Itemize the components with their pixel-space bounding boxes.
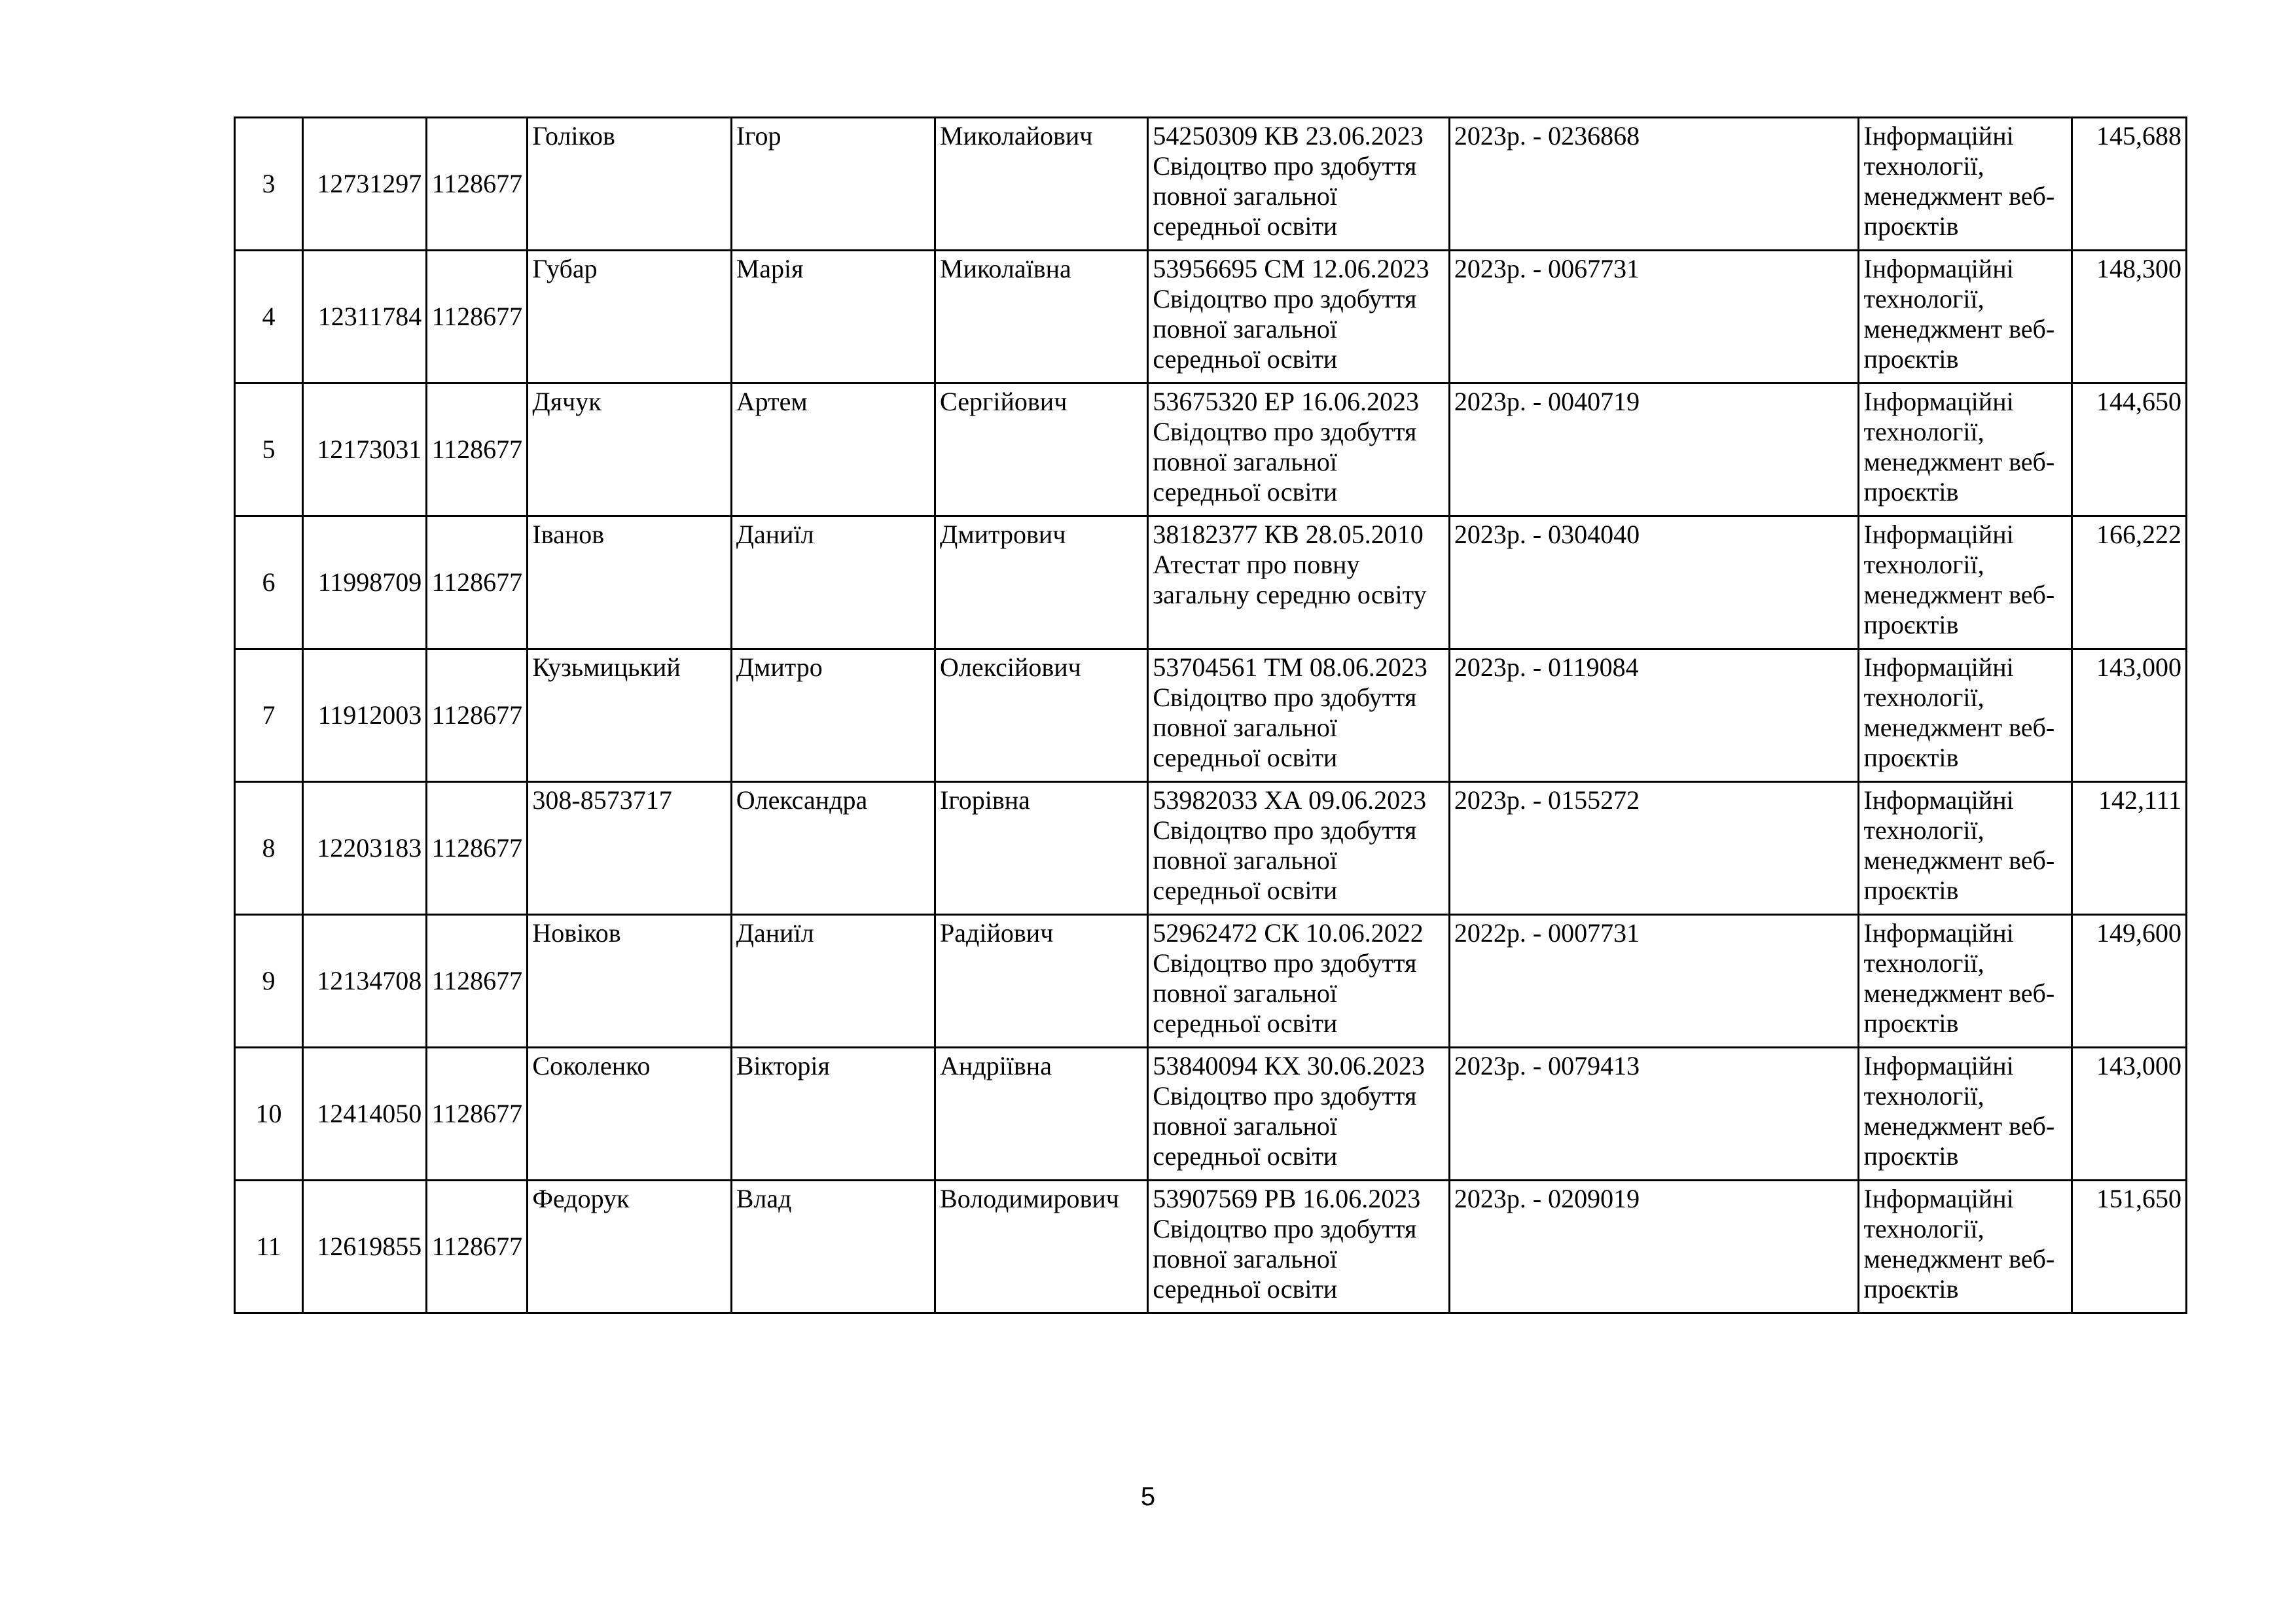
study-program: Інформаційні технології, менеджмент веб-проєктів (1859, 1181, 2072, 1313)
patronymic: Володимирович (935, 1181, 1148, 1313)
patronymic: Сергійович (935, 383, 1148, 516)
education-document: 53956695 СМ 12.06.2023 Свідоцтво про здобуття повної загальної середньої освіти (1148, 251, 1449, 383)
education-document: 53907569 РВ 16.06.2023 Свідоцтво про здобуття повної загальної середньої освіти (1148, 1181, 1449, 1313)
last-name: Соколенко (528, 1048, 731, 1181)
competitive-score: 143,000 (2072, 1048, 2186, 1181)
study-program: Інформаційні технології, менеджмент веб-проєктів (1859, 1048, 2072, 1181)
applicant-id: 12619855 (303, 1181, 427, 1313)
first-name: Артем (731, 383, 935, 516)
program-code: 1128677 (427, 915, 528, 1048)
applicant-id: 11998709 (303, 516, 427, 649)
last-name: Новіков (528, 915, 731, 1048)
program-code: 1128677 (427, 649, 528, 782)
last-name: Іванов (528, 516, 731, 649)
first-name: Олександра (731, 782, 935, 915)
applicant-id: 12311784 (303, 251, 427, 383)
table-row (235, 915, 2187, 1048)
certificate-number: 2022р. - 0007731 (1449, 915, 1859, 1048)
first-name: Ігор (731, 118, 935, 251)
certificate-number: 2023р. - 0119084 (1449, 649, 1859, 782)
program-code: 1128677 (427, 782, 528, 915)
program-code: 1128677 (427, 516, 528, 649)
education-document: 53840094 КХ 30.06.2023 Свідоцтво про здобуття повної загальної середньої освіти (1148, 1048, 1449, 1181)
competitive-score: 142,111 (2072, 782, 2186, 915)
patronymic: Радійович (935, 915, 1148, 1048)
table-row (235, 383, 2187, 516)
first-name: Вікторія (731, 1048, 935, 1181)
page-number: 5 (1140, 1482, 1156, 1511)
patronymic: Ігорівна (935, 782, 1148, 915)
last-name: Голіков (528, 118, 731, 251)
applicant-id: 11912003 (303, 649, 427, 782)
row-number: 8 (235, 782, 303, 915)
competitive-score: 144,650 (2072, 383, 2186, 516)
patronymic: Дмитрович (935, 516, 1148, 649)
last-name: 308-8573717 (528, 782, 731, 915)
certificate-number: 2023р. - 0067731 (1449, 251, 1859, 383)
competitive-score: 143,000 (2072, 649, 2186, 782)
applicant-id: 12173031 (303, 383, 427, 516)
table-row (235, 649, 2187, 782)
program-code: 1128677 (427, 118, 528, 251)
applicant-id: 12731297 (303, 118, 427, 251)
education-document: 52962472 СК 10.06.2022 Свідоцтво про здобуття повної загальної середньої освіти (1148, 915, 1449, 1048)
study-program: Інформаційні технології, менеджмент веб-проєктів (1859, 118, 2072, 251)
competitive-score: 145,688 (2072, 118, 2186, 251)
table-row (235, 1181, 2187, 1313)
program-code: 1128677 (427, 1048, 528, 1181)
first-name: Даниїл (731, 516, 935, 649)
education-document: 38182377 КВ 28.05.2010 Атестат про повну загальну середню освіту (1148, 516, 1449, 649)
study-program: Інформаційні технології, менеджмент веб-проєктів (1859, 915, 2072, 1048)
education-document: 53704561 ТМ 08.06.2023 Свідоцтво про здобуття повної загальної середньої освіти (1148, 649, 1449, 782)
competitive-score: 166,222 (2072, 516, 2186, 649)
row-number: 11 (235, 1181, 303, 1313)
table-row (235, 782, 2187, 915)
education-document: 54250309 КВ 23.06.2023 Свідоцтво про здобуття повної загальної середньої освіти (1148, 118, 1449, 251)
applicant-id: 12134708 (303, 915, 427, 1048)
certificate-number: 2023р. - 0209019 (1449, 1181, 1859, 1313)
program-code: 1128677 (427, 1181, 528, 1313)
program-code: 1128677 (427, 251, 528, 383)
row-number: 5 (235, 383, 303, 516)
first-name: Дмитро (731, 649, 935, 782)
certificate-number: 2023р. - 0079413 (1449, 1048, 1859, 1181)
certificate-number: 2023р. - 0304040 (1449, 516, 1859, 649)
table-row (235, 251, 2187, 383)
table-row (235, 516, 2187, 649)
study-program: Інформаційні технології, менеджмент веб-проєктів (1859, 251, 2072, 383)
patronymic: Андріївна (935, 1048, 1148, 1181)
study-program: Інформаційні технології, менеджмент веб-проєктів (1859, 649, 2072, 782)
last-name: Федорук (528, 1181, 731, 1313)
table-row (235, 118, 2187, 251)
program-code: 1128677 (427, 383, 528, 516)
education-document: 53982033 ХА 09.06.2023 Свідоцтво про здобуття повної загальної середньої освіти (1148, 782, 1449, 915)
applicant-id: 12414050 (303, 1048, 427, 1181)
patronymic: Олексійович (935, 649, 1148, 782)
row-number: 4 (235, 251, 303, 383)
row-number: 6 (235, 516, 303, 649)
first-name: Марія (731, 251, 935, 383)
last-name: Дячук (528, 383, 731, 516)
competitive-score: 151,650 (2072, 1181, 2186, 1313)
patronymic: Миколайович (935, 118, 1148, 251)
applicant-id: 12203183 (303, 782, 427, 915)
applicants-table (234, 116, 2187, 1314)
last-name: Губар (528, 251, 731, 383)
row-number: 10 (235, 1048, 303, 1181)
table-row (235, 1048, 2187, 1181)
certificate-number: 2023р. - 0040719 (1449, 383, 1859, 516)
first-name: Даниїл (731, 915, 935, 1048)
row-number: 7 (235, 649, 303, 782)
table-body (235, 118, 2187, 1313)
patronymic: Миколаївна (935, 251, 1148, 383)
certificate-number: 2023р. - 0236868 (1449, 118, 1859, 251)
study-program: Інформаційні технології, менеджмент веб-проєктів (1859, 516, 2072, 649)
study-program: Інформаційні технології, менеджмент веб-проєктів (1859, 383, 2072, 516)
study-program: Інформаційні технології, менеджмент веб-проєктів (1859, 782, 2072, 915)
last-name: Кузьмицький (528, 649, 731, 782)
row-number: 9 (235, 915, 303, 1048)
education-document: 53675320 ЕР 16.06.2023 Свідоцтво про здобуття повної загальної середньої освіти (1148, 383, 1449, 516)
competitive-score: 148,300 (2072, 251, 2186, 383)
competitive-score: 149,600 (2072, 915, 2186, 1048)
first-name: Влад (731, 1181, 935, 1313)
certificate-number: 2023р. - 0155272 (1449, 782, 1859, 915)
row-number: 3 (235, 118, 303, 251)
